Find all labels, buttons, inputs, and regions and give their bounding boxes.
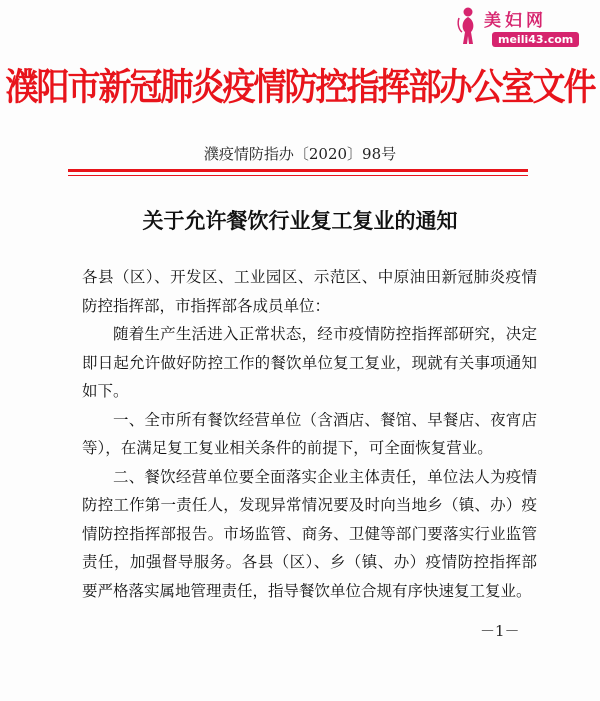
page-number: －1－ — [480, 622, 520, 640]
notice-title: 关于允许餐饮行业复工复业的通知 — [142, 208, 458, 233]
watermark-logo — [452, 4, 592, 52]
header-divider-thin — [68, 175, 528, 176]
body-paragraph-2: 一、全市所有餐饮经营单位（含酒店、餐馆、早餐店、夜宵店等），在满足复工复业相关条件的前提下，可全面恢复营业。 — [82, 410, 537, 457]
header-divider-thick — [68, 169, 528, 172]
recipient-line: 各县（区）、开发区、工业园区、示范区、中原油田新冠肺炎疫情防控指挥部，市指挥部各成员单位： — [82, 268, 537, 315]
body-paragraph-3: 二、餐饮经营单位要全面落实企业主体责任，单位法人为疫情防控工作第一责任人，发现异常情况要及时向当地乡（镇、办）疫情防控指挥部报告。市场监管、商务、卫健等部门要落实行业监管责任，加强督导服务。各县（区）、乡（镇、办）疫情防控指挥部要严格落实属地管理责任，指导餐饮单位合规有序快速复工复业。 — [82, 467, 537, 600]
body-paragraph-1: 随着生产生活进入正常状态，经市疫情防控指挥部研究，决定即日起允许做好防控工作的餐饮单位复工复业，现就有关事项通知如下。 — [82, 325, 537, 400]
woman-silhouette-icon — [456, 6, 480, 46]
watermark-url: meili43.com — [492, 32, 579, 47]
document-header: 濮阳市新冠肺炎疫情防控指挥部办公室文件 — [5, 64, 595, 109]
document-number: 濮疫情防指办〔2020〕98号 — [203, 145, 397, 163]
watermark-title: 美妇网 — [484, 11, 547, 31]
document-body — [82, 263, 537, 605]
